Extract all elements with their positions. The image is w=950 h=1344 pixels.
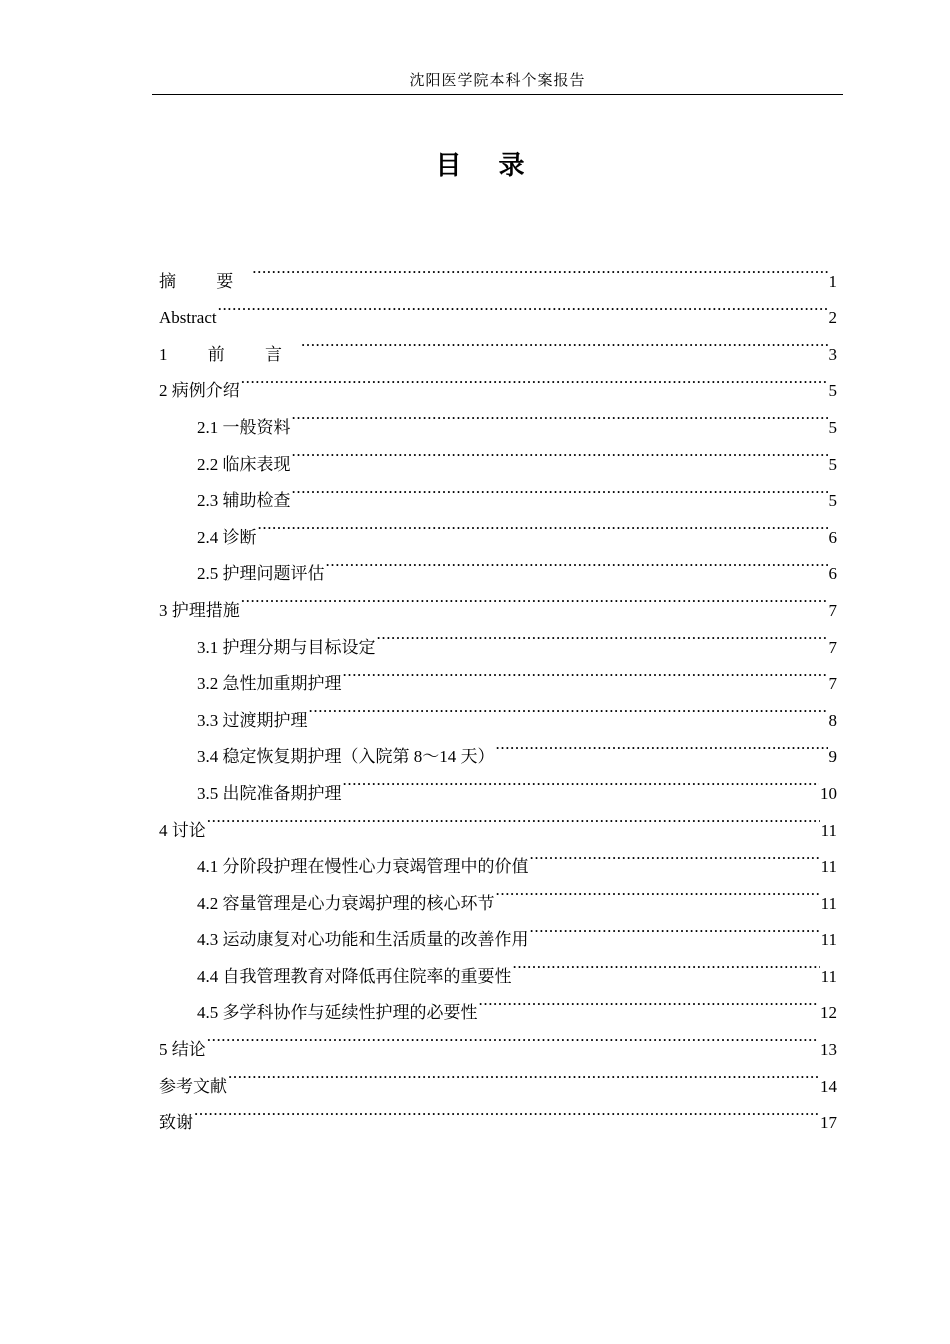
toc-dot-leader xyxy=(228,1055,819,1092)
toc-entry[interactable] xyxy=(159,799,837,840)
toc-entry-page-number: 11 xyxy=(820,893,837,913)
toc-dot-leader xyxy=(496,726,828,763)
page-title: 目 录 xyxy=(435,151,539,181)
toc-dot-leader xyxy=(241,360,828,397)
toc-dot-leader xyxy=(496,872,820,909)
toc-dot-leader xyxy=(343,653,828,690)
toc-dot-leader xyxy=(258,506,828,543)
toc-dot-leader xyxy=(241,579,828,616)
toc-entry-label: 3.4 稳定恢复期护理（入院第 8～14 天） xyxy=(197,747,495,767)
toc-entry-page-number: 2 xyxy=(828,308,837,328)
toc-dot-leader xyxy=(301,323,828,360)
toc-entry-page-number: 11 xyxy=(820,820,837,840)
toc-entry-page-number: 5 xyxy=(828,381,837,401)
toc-entry[interactable] xyxy=(159,396,837,437)
running-header xyxy=(152,70,843,95)
toc-entry-page-number: 5 xyxy=(828,454,837,474)
toc-entry[interactable] xyxy=(159,1018,837,1060)
toc-entry-label: 5 结论 xyxy=(159,1040,206,1060)
toc-entry-label: 3.5 出院准备期护理 xyxy=(197,783,342,803)
toc-entry[interactable] xyxy=(159,579,837,620)
toc-entry-label: 3.3 过渡期护理 xyxy=(197,710,308,730)
toc-entry-page-number: 6 xyxy=(828,527,837,547)
toc-entry-page-number: 3 xyxy=(828,344,837,364)
toc-entry[interactable] xyxy=(159,360,837,401)
toc-entry[interactable] xyxy=(159,506,837,547)
toc-entry-label: 1 前 言 xyxy=(159,344,300,364)
toc-entry[interactable] xyxy=(159,836,837,877)
toc-dot-leader xyxy=(479,982,820,1019)
toc-entry[interactable] xyxy=(159,1055,837,1096)
toc-dot-leader xyxy=(292,396,828,433)
toc-dot-leader xyxy=(343,762,820,799)
toc-entry-label: 4.5 多学科协作与延续性护理的必要性 xyxy=(197,1003,478,1023)
toc-entry[interactable] xyxy=(159,1092,837,1133)
toc-entry[interactable] xyxy=(159,250,837,291)
toc-entry-page-number: 11 xyxy=(820,930,837,950)
toc-entry-label: 2 病例介绍 xyxy=(159,381,240,401)
toc-dot-leader xyxy=(326,543,828,580)
toc-dot-leader xyxy=(530,909,820,946)
toc-entry-label: 2.3 辅助检查 xyxy=(197,491,291,511)
toc-entry-label: 2.1 一般资料 xyxy=(197,417,291,437)
running-header-title: 沈阳医学院本科个案报告 xyxy=(409,73,586,89)
toc-entry-page-number: 13 xyxy=(820,1040,837,1060)
toc-entry-page-number: 5 xyxy=(828,491,837,511)
toc-dot-leader xyxy=(207,1018,819,1055)
toc-entry-label: 2.5 护理问题评估 xyxy=(197,564,325,584)
toc-dot-leader xyxy=(194,1092,819,1129)
toc-entry-page-number: 10 xyxy=(820,783,837,803)
toc-entry-page-number: 14 xyxy=(820,1076,837,1096)
toc-entry-label: 4.1 分阶段护理在慢性心力衰竭管理中的价值 xyxy=(197,857,529,877)
toc-dot-leader xyxy=(530,836,820,873)
toc-dot-leader xyxy=(513,945,820,982)
toc-entry-page-number: 7 xyxy=(828,637,837,657)
toc-entry-label: 致谢 xyxy=(159,1113,193,1133)
toc-entry-label: 3.2 急性加重期护理 xyxy=(197,674,342,694)
toc-dot-leader xyxy=(377,616,828,653)
toc-entry-label: 3 护理措施 xyxy=(159,600,240,620)
toc-dot-leader xyxy=(292,470,828,507)
toc-entry-label: Abstract xyxy=(159,308,217,328)
toc-entry-label: 4.4 自我管理教育对降低再住院率的重要性 xyxy=(197,966,512,986)
toc-entry-page-number: 7 xyxy=(828,674,837,694)
toc-entry[interactable] xyxy=(159,287,837,328)
toc-entry-label: 参考文献 xyxy=(159,1076,227,1096)
toc-dot-leader xyxy=(218,287,828,324)
toc-entry-page-number: 8 xyxy=(828,710,837,730)
toc-entry-page-number: 1 xyxy=(828,271,837,291)
toc-dot-leader xyxy=(292,433,828,470)
toc-entry-page-number: 11 xyxy=(820,966,837,986)
toc-entry-page-number: 7 xyxy=(828,600,837,620)
table-of-contents xyxy=(159,250,837,1133)
toc-entry-label: 2.2 临床表现 xyxy=(197,454,291,474)
toc-entry-label: 摘 要 xyxy=(159,271,252,291)
toc-dot-leader xyxy=(252,250,827,287)
toc-entry-label: 4.2 容量管理是心力衰竭护理的核心环节 xyxy=(197,893,495,913)
toc-dot-leader xyxy=(207,799,820,836)
toc-entry-page-number: 17 xyxy=(820,1113,837,1133)
toc-entry[interactable] xyxy=(159,543,837,584)
toc-dot-leader xyxy=(309,689,828,726)
toc-entry[interactable] xyxy=(159,323,837,364)
toc-entry-page-number: 6 xyxy=(828,564,837,584)
toc-entry-page-number: 9 xyxy=(828,747,837,767)
toc-entry-page-number: 12 xyxy=(820,1003,837,1023)
toc-entry-label: 2.4 诊断 xyxy=(197,527,257,547)
toc-entry-label: 4.3 运动康复对心功能和生活质量的改善作用 xyxy=(197,930,529,950)
toc-entry-page-number: 11 xyxy=(820,857,837,877)
toc-entry-label: 4 讨论 xyxy=(159,820,206,840)
toc-entry[interactable] xyxy=(159,616,837,657)
toc-entry-page-number: 5 xyxy=(828,417,837,437)
toc-entry-label: 3.1 护理分期与目标设定 xyxy=(197,637,376,657)
